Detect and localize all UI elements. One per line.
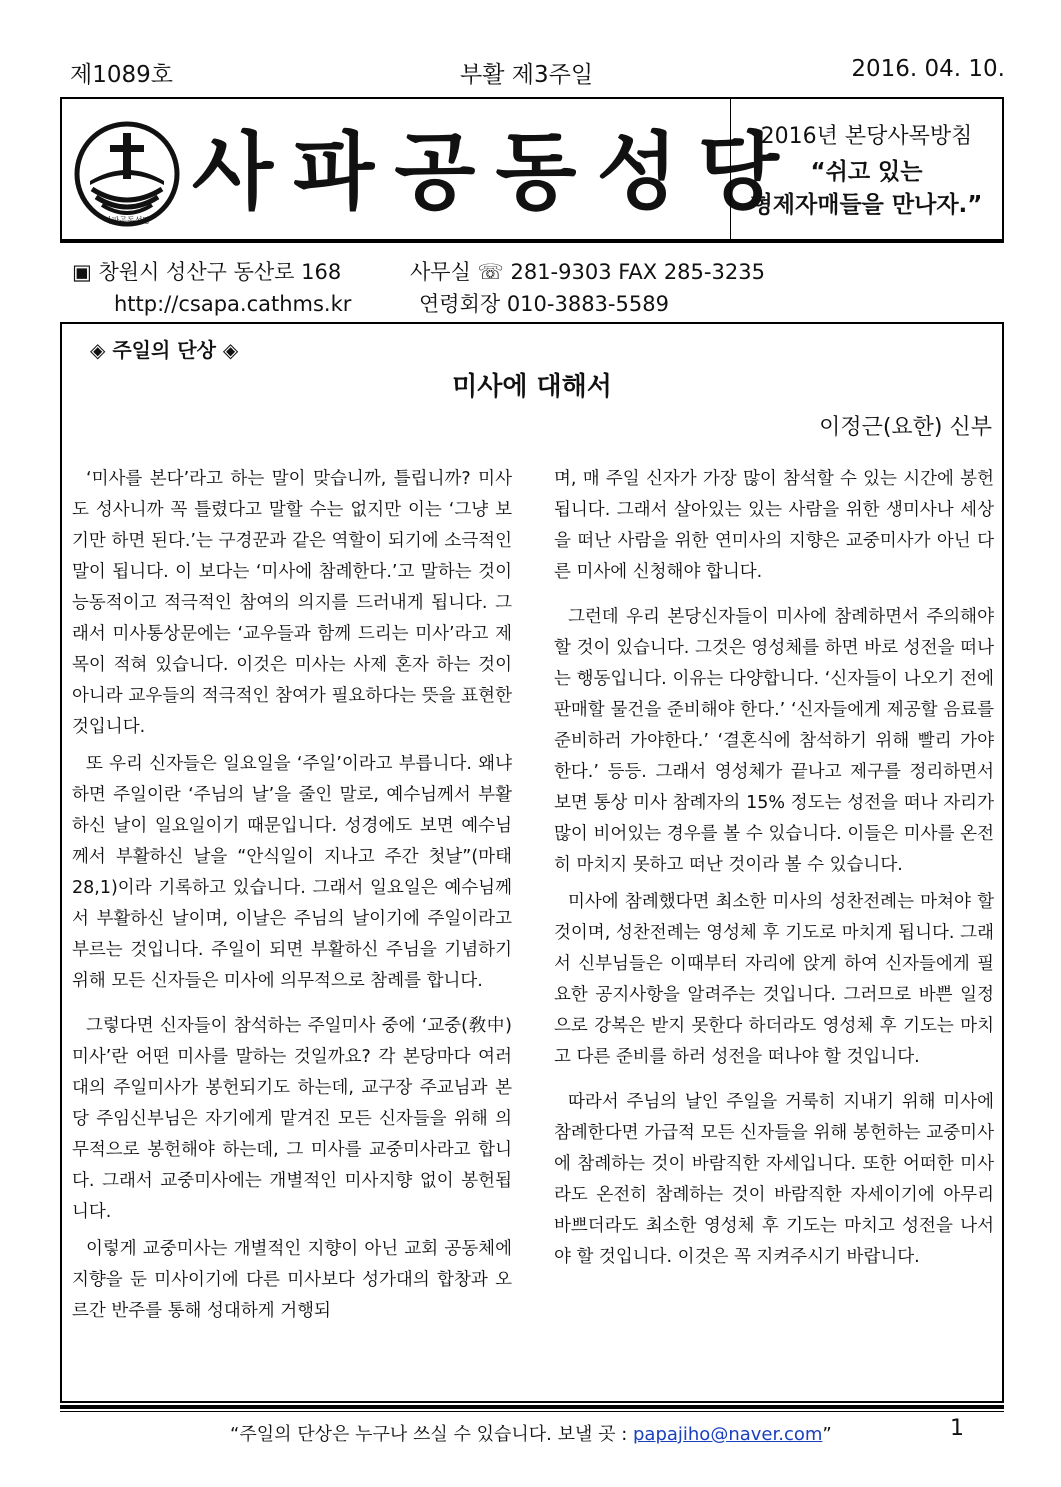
website-link[interactable]: http://csapa.cathms.kr — [114, 292, 352, 316]
page-number: 1 — [950, 1416, 964, 1441]
footer-rule-thin — [60, 1411, 1004, 1412]
address: ▣ 창원시 성산구 동산로 168 — [72, 260, 342, 284]
contact-info — [72, 256, 972, 320]
paragraph: 또 우리 신자들은 일요일을 ‘주일’이라고 부릅니다. 왜냐하면 주일이란 ‘주님의 날’을 줄인 말로, 예수님께서 부활하신 날이 일요일이기 때문입니다. 성경에도 보면 예수님께서 부활하신 날을 “안식일이 지나고 주간 첫날”(마태 28,1)이라 기록하고 있습니다. 그래서 일요일은 예수님께서 부활하신 날이며, 이날은 주님의 날이기에 주일이라고 부르는 것입니다. 주일이 되면 부활하신 주님을 기념하기 위해 모든 신자들은 미사에 의무적으로 참례를 합니다. — [72, 754, 512, 991]
office-phone-fax: 사무실 ☏ 281-9303 FAX 285-3235 — [410, 260, 765, 284]
footer-note — [230, 1420, 832, 1446]
pastoral-policy-box — [730, 99, 1002, 239]
paragraph: 이렇게 교중미사는 개별적인 지향이 아닌 교회 공동체에 지향을 둔 미사이기에 다른 미사보다 성가대의 합창과 오르간 반주를 통해 성대하게 거행되 — [72, 1239, 512, 1321]
article-box — [60, 322, 1004, 1403]
paragraph: 그렇다면 신자들이 참석하는 주일미사 중에 ‘교중(敎中)미사’란 어떤 미사를 말하는 것일까요? 각 본당마다 여러 대의 주일미사가 봉헌되기도 하는데, 교구장 주교님과 본당 주임신부님은 자기에게 맡겨진 모든 신자들을 위해 의무적으로 봉헌해야 하는데, 그 미사를 교중미사라고 합니다. 그래서 교중미사에는 개별적인 미사지향 없이 봉헌됩니다. — [72, 1016, 512, 1222]
paragraph: 미사에 참례했다면 최소한 미사의 성찬전례는 마쳐야 할 것이며, 성찬전례는 영성체 후 기도로 마치게 됩니다. 그래서 신부님들은 이때부터 자리에 앉게 하여 신자들에게 필요한 공지사항을 알려주는 것입니다. 그러므로 바쁜 일정으로 강복은 받지 못한다 하더라도 영성체 후 기도는 마치고 다른 준비를 하러 성전을 떠나야 할 것입니다. — [554, 892, 994, 1067]
article-left-column — [72, 464, 512, 1333]
policy-title: 2016년 본당사목방침 — [760, 124, 973, 149]
footer-suffix: ” — [822, 1424, 832, 1445]
policy-quote-line1: “쉬고 있는 — [810, 159, 923, 185]
masthead-box — [60, 97, 1004, 243]
liturgical-sunday: 부활 제3주일 — [460, 62, 594, 88]
policy-quote-line2: 형제자매들을 만나자.” — [750, 192, 983, 218]
article-author: 이정근(요한) 신부 — [819, 415, 992, 440]
paragraph: 따라서 주님의 날인 주일을 거룩히 지내기 위해 미사에 참례한다면 가급적 모든 신자들을 위해 봉헌하는 교중미사에 참례하는 것이 바람직한 자세입니다. 또한 어떠한 미사라도 온전히 참례하는 것이 바람직한 자세이기에 아무리 바쁘더라도 최소한 영성체 후 기도는 마치고 성전을 나서야 할 것입니다. 이것은 꼭 지켜주시기 바랍니다. — [554, 1092, 994, 1267]
issue-number: 제1089호 — [70, 62, 173, 88]
masthead-top-line — [70, 56, 1005, 96]
footer-prefix: “주일의 단상은 누구나 쓰실 수 있습니다. 보낼 곳 : — [230, 1424, 633, 1445]
elder-president-phone: 연령회장 010-3883-5589 — [419, 292, 669, 316]
policy-quote — [731, 156, 1002, 222]
church-name: 사파공동성당 — [192, 123, 799, 221]
footer-email-link[interactable]: papajiho@naver.com — [632, 1424, 823, 1445]
paragraph: 그런데 우리 본당신자들이 미사에 참례하면서 주의해야 할 것이 있습니다. 그것은 영성체를 하면 바로 성전을 떠나는 행동입니다. 이유는 다양합니다. ‘신자들이 나오기 전에 판매할 물건을 준비해야 한다.’ ‘신자들에게 제공할 음료를 준비하러 가야한다.’ ‘결혼식에 참석하기 위해 빨리 가야 한다.’ 등등. 그래서 영성체가 끝나고 제구를 정리하면서 보면 통상 미사 참례자의 15% 정도는 성전을 떠나 자리가 많이 비어있는 경우를 볼 수 있습니다. 이들은 미사를 온전히 마치지 못하고 떠난 것이라 볼 수 있습니다. — [554, 607, 994, 875]
church-logo-icon — [72, 119, 182, 229]
article-title: 미사에 대해서 — [452, 372, 612, 402]
section-label: ◈ 주일의 단상 ◈ — [90, 338, 239, 362]
issue-date: 2016. 04. 10. — [851, 56, 1005, 82]
article-right-column — [554, 464, 994, 1279]
logo-text: 사파공동성당 — [103, 216, 151, 225]
paragraph: ‘미사를 본다’라고 하는 말이 맞습니까, 틀립니까? 미사도 성사니까 꼭 틀렸다고 말할 수는 없지만 이는 ‘그냥 보기만 하면 된다.’는 구경꾼과 같은 역할이 되기에 소극적인 말이 됩니다. 이 보다는 ‘미사에 참례한다.’고 말하는 것이 능동적이고 적극적인 참여의 의지를 드러내게 됩니다. 그래서 미사통상문에는 ‘교우들과 함께 드리는 미사’라고 제목이 적혀 있습니다. 이것은 미사는 사제 혼자 하는 것이 아니라 교우들의 적극적인 참여가 필요하다는 뜻을 표현한 것입니다. — [72, 469, 512, 737]
footer-rule-thick — [60, 1405, 1004, 1409]
paragraph: 며, 매 주일 신자가 가장 많이 참석할 수 있는 시간에 봉헌됩니다. 그래서 살아있는 있는 사람을 위한 생미사나 세상을 떠난 사람을 위한 연미사의 지향은 교중미사가 아닌 다른 미사에 신청해야 합니다. — [554, 469, 994, 582]
